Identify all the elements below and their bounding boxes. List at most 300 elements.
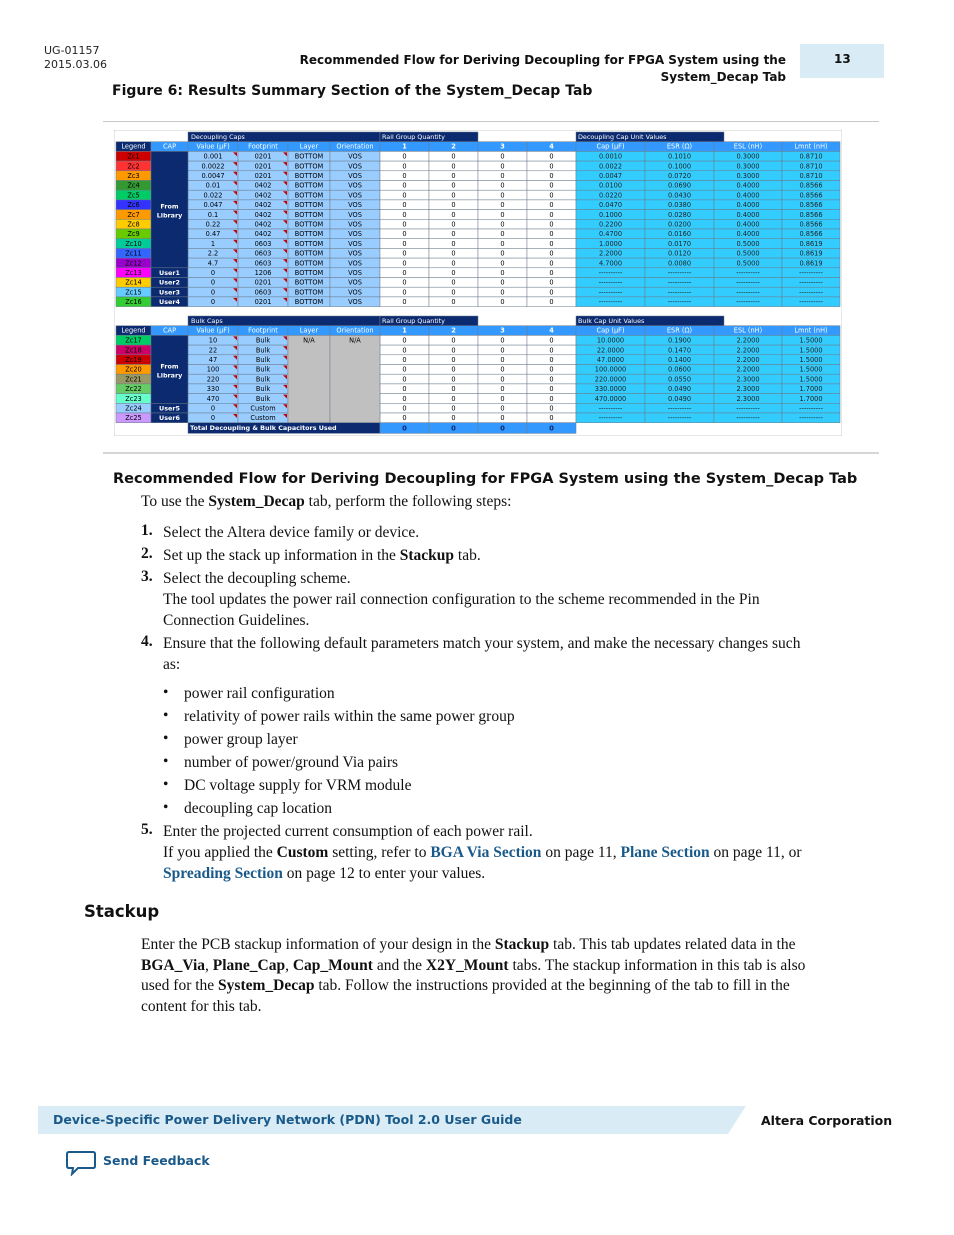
legend-label: Zc23 <box>125 394 142 403</box>
unit-value-text: 0.8566 <box>799 210 823 219</box>
unit-value-text: 0.8566 <box>799 230 823 239</box>
rail-quantity-text: 0 <box>549 259 554 268</box>
unit-value-text: 0.0550 <box>667 375 692 384</box>
rail-quantity-text: 0 <box>500 269 505 277</box>
section-label-text: Bulk Cap Unit Values <box>578 317 645 325</box>
cap-source-text: User6 <box>159 414 180 423</box>
unit-value-text: 0.8566 <box>799 181 823 190</box>
layer-text: BOTTOM <box>294 210 324 219</box>
rail-quantity-text: 0 <box>451 201 456 210</box>
rail-quantity-text: 0 <box>402 191 407 200</box>
footprint-text: 0201 <box>254 162 272 171</box>
rail-quantity-text: 0 <box>402 336 407 345</box>
rail-quantity-text: 0 <box>402 414 407 423</box>
rail-quantity-text: 0 <box>549 288 554 297</box>
footprint-text: 0201 <box>254 298 272 307</box>
legend-label: Zc2 <box>127 162 140 171</box>
bullet-marker: • <box>163 730 169 747</box>
unit-value-text: ---------- <box>736 298 760 307</box>
rail-quantity-text: 0 <box>500 346 505 355</box>
rail-quantity-text: 0 <box>549 210 554 219</box>
column-header-text: 3 <box>500 142 505 151</box>
results-summary-figure <box>114 130 842 436</box>
rail-quantity-text: 0 <box>451 239 456 248</box>
footprint-text: 0603 <box>254 259 272 268</box>
legend-label: Zc7 <box>127 210 140 219</box>
rail-quantity-text: 0 <box>451 404 456 413</box>
footprint-text: Bulk <box>255 394 271 403</box>
layer-text: N/A <box>303 336 315 345</box>
rail-quantity-text: 0 <box>402 201 407 210</box>
value-text: 0 <box>210 414 216 423</box>
column-header-text: 4 <box>549 142 554 151</box>
rail-quantity-text: 0 <box>451 152 456 161</box>
rail-quantity-text: 0 <box>451 249 456 258</box>
layer-text: BOTTOM <box>294 152 324 161</box>
send-feedback-link[interactable]: Send Feedback <box>103 1153 210 1168</box>
rail-quantity-text: 0 <box>500 230 505 239</box>
section-label-text: Decoupling Cap Unit Values <box>578 133 667 141</box>
column-header-text: Legend <box>121 142 146 151</box>
unit-value-text: 0.3000 <box>736 152 760 161</box>
column-header-text: Legend <box>121 326 146 335</box>
unit-value-text: ---------- <box>667 278 692 287</box>
unit-value-text: 0.0430 <box>667 191 692 200</box>
rail-quantity-text: 0 <box>451 259 456 268</box>
rail-quantity-text: 0 <box>402 356 407 364</box>
feedback-icon[interactable] <box>66 1150 96 1176</box>
unit-value-text: 4.7000 <box>598 259 623 268</box>
layer-text: BOTTOM <box>294 181 324 190</box>
rail-quantity-text: 0 <box>451 230 456 239</box>
footprint-text: Bulk <box>255 385 271 394</box>
layer-text: BOTTOM <box>294 249 324 258</box>
unit-value-text: ---------- <box>799 278 823 287</box>
unit-value-text: 0.4000 <box>736 201 760 210</box>
column-header-text: ESR (Ω) <box>666 142 693 151</box>
footprint-text: Custom <box>250 404 276 413</box>
footprint-text: 0201 <box>254 172 272 180</box>
step-5-number: 5. <box>141 821 153 838</box>
plane-section-link[interactable]: Plane Section <box>620 844 710 861</box>
from-library-text: Library <box>156 211 183 220</box>
spreading-section-link[interactable]: Spreading Section <box>163 865 283 882</box>
unit-value-text: 2.3000 <box>736 385 760 394</box>
rail-quantity-text: 0 <box>402 365 407 374</box>
orientation-text: VOS <box>348 239 362 248</box>
rail-quantity-text: 0 <box>549 394 554 403</box>
rail-quantity-text: 0 <box>451 220 456 229</box>
orientation-text: VOS <box>348 278 362 287</box>
legend-label: Zc25 <box>125 414 142 423</box>
value-text: 0.0022 <box>201 162 225 171</box>
unit-value-text: 1.5000 <box>799 375 823 384</box>
bullet-marker: • <box>163 753 169 770</box>
rail-quantity-text: 0 <box>549 385 554 394</box>
footprint-text: 0402 <box>254 201 272 210</box>
cap-source-text: User1 <box>159 269 180 277</box>
legend-label: Zc16 <box>125 298 142 307</box>
rail-quantity-text: 0 <box>549 230 554 239</box>
step-2-number: 2. <box>141 545 153 562</box>
unit-value-text: 0.0200 <box>667 220 692 229</box>
unit-value-text: 0.0120 <box>667 249 692 258</box>
rail-quantity-text: 0 <box>500 191 505 200</box>
unit-value-text: ---------- <box>736 288 760 297</box>
rail-quantity-text: 0 <box>402 288 407 297</box>
from-library-text: Library <box>156 371 183 380</box>
rail-quantity-text: 0 <box>549 239 554 248</box>
column-header-text: 4 <box>549 326 554 335</box>
rail-quantity-text: 0 <box>402 269 407 277</box>
unit-value-text: ---------- <box>736 278 760 287</box>
unit-value-text: ---------- <box>799 288 823 297</box>
rail-quantity-text: 0 <box>402 259 407 268</box>
unit-value-text: 1.7000 <box>799 385 823 394</box>
unit-value-text: 2.3000 <box>736 394 760 403</box>
unit-value-text: ---------- <box>736 269 760 277</box>
footprint-text: 0402 <box>254 210 272 219</box>
unit-value-text: 2.3000 <box>736 375 760 384</box>
column-header-text: Value (µF) <box>196 142 230 151</box>
unit-value-text: 0.8619 <box>799 259 823 268</box>
column-header-text: CAP <box>162 142 177 151</box>
list-item: relativity of power rails within the same power group <box>184 708 515 725</box>
orientation-merged-cell <box>330 335 380 422</box>
step-3-text: Select the decoupling scheme. <box>163 570 351 587</box>
legend-label: Zc8 <box>127 220 140 229</box>
unit-value-text: 0.8710 <box>799 172 823 180</box>
unit-value-text: 0.1000 <box>667 162 692 171</box>
legend-label: Zc9 <box>127 230 140 239</box>
unit-value-text: 1.0000 <box>598 239 623 248</box>
value-text: 0.0047 <box>201 172 225 180</box>
rail-quantity-text: 0 <box>500 375 505 384</box>
rail-quantity-text: 0 <box>549 201 554 210</box>
footprint-text: Bulk <box>255 356 271 364</box>
layer-text: BOTTOM <box>294 220 324 229</box>
orientation-text: N/A <box>349 336 361 345</box>
rail-quantity-text: 0 <box>451 298 456 307</box>
value-text: 100 <box>206 365 220 374</box>
rail-quantity-text: 0 <box>500 394 505 403</box>
legend-label: Zc14 <box>125 278 142 287</box>
rail-quantity-text: 0 <box>402 298 407 307</box>
unit-value-text: 0.5000 <box>736 239 760 248</box>
footprint-text: Bulk <box>255 346 271 355</box>
column-header-text: ESR (Ω) <box>666 326 693 335</box>
rail-quantity-text: 0 <box>549 336 554 345</box>
value-text: 0.1 <box>207 210 219 219</box>
step-4-number: 4. <box>141 633 153 650</box>
legend-label: Zc15 <box>125 288 142 297</box>
orientation-text: VOS <box>348 172 362 180</box>
rail-quantity-text: 0 <box>402 239 407 248</box>
layer-text: BOTTOM <box>294 259 324 268</box>
unit-value-text: ---------- <box>598 278 623 287</box>
rail-quantity-text: 0 <box>549 346 554 355</box>
totals-label-text: Total Decoupling & Bulk Capacitors Used <box>190 424 337 433</box>
rail-quantity-text: 0 <box>549 181 554 190</box>
legend-label: Zc20 <box>125 365 142 374</box>
value-text: 0 <box>210 269 216 277</box>
unit-value-text: 0.8619 <box>799 249 823 258</box>
value-text: 0.001 <box>203 152 223 161</box>
rail-quantity-text: 0 <box>549 162 554 171</box>
section-label-text: Rail Group Quantity <box>382 317 445 325</box>
running-header-line2: System_Decap Tab <box>660 70 786 84</box>
legend-label: Zc1 <box>127 152 140 161</box>
unit-value-text: ---------- <box>736 404 760 413</box>
column-header-text: Lmnt (nH) <box>794 326 828 335</box>
value-text: 0.047 <box>203 201 223 210</box>
footprint-text: 0402 <box>254 230 272 239</box>
rail-quantity-text: 0 <box>549 249 554 258</box>
column-header-text: ESL (nH) <box>733 326 763 335</box>
rail-quantity-text: 0 <box>500 385 505 394</box>
bullet-marker: • <box>163 799 169 816</box>
footprint-text: 0201 <box>254 278 272 287</box>
cap-source-text: User5 <box>159 404 180 413</box>
unit-value-text: 0.0022 <box>598 162 623 171</box>
from-library-text: From <box>160 362 179 371</box>
total-text: 0 <box>402 424 407 433</box>
orientation-text: VOS <box>348 249 362 258</box>
legend-label: Zc4 <box>127 181 140 190</box>
legend-label: Zc17 <box>125 336 142 345</box>
page-number: 13 <box>800 44 884 78</box>
rail-quantity-text: 0 <box>402 152 407 161</box>
column-header-text: 1 <box>402 142 407 151</box>
unit-value-text: ---------- <box>598 269 623 277</box>
footer-company: Altera Corporation <box>761 1113 893 1128</box>
step-3-note-line1: The tool updates the power rail connection configuration to the scheme recommended in the Pin <box>163 591 760 608</box>
orientation-text: VOS <box>348 230 362 239</box>
unit-value-text: 0.4700 <box>598 230 623 239</box>
divider-top <box>103 121 879 122</box>
value-text: 2.2 <box>207 249 219 258</box>
rail-quantity-text: 0 <box>549 269 554 277</box>
layer-text: BOTTOM <box>294 278 324 287</box>
layer-text: BOTTOM <box>294 191 324 200</box>
rail-quantity-text: 0 <box>451 356 456 364</box>
rail-quantity-text: 0 <box>451 181 456 190</box>
orientation-text: VOS <box>348 288 362 297</box>
unit-value-text: 0.4000 <box>736 230 760 239</box>
doc-date: 2015.03.06 <box>44 58 107 71</box>
rail-quantity-text: 0 <box>402 220 407 229</box>
rail-quantity-text: 0 <box>549 356 554 364</box>
rail-quantity-text: 0 <box>549 404 554 413</box>
rail-quantity-text: 0 <box>500 172 505 180</box>
rail-quantity-text: 0 <box>451 365 456 374</box>
rail-quantity-text: 0 <box>549 298 554 307</box>
rail-quantity-text: 0 <box>549 152 554 161</box>
bga-via-section-link[interactable]: BGA Via Section <box>430 844 542 861</box>
rail-quantity-text: 0 <box>451 414 456 423</box>
rail-quantity-text: 0 <box>500 162 505 171</box>
column-header-text: 3 <box>500 326 505 335</box>
value-text: 0 <box>210 404 216 413</box>
total-text: 0 <box>500 424 505 433</box>
rail-quantity-text: 0 <box>402 385 407 394</box>
rail-quantity-text: 0 <box>549 172 554 180</box>
legend-label: Zc18 <box>125 346 142 355</box>
section-heading: Recommended Flow for Deriving Decoupling for FPGA System using the System_Decap Tab <box>113 471 858 487</box>
orientation-text: VOS <box>348 259 362 268</box>
cap-source-text: User3 <box>159 288 180 297</box>
unit-value-text: 1.5000 <box>799 336 823 345</box>
list-item: decoupling cap location <box>184 800 333 817</box>
value-text: 0.01 <box>205 181 221 190</box>
unit-value-text: 0.4000 <box>736 181 760 190</box>
total-text: 0 <box>451 424 456 433</box>
unit-value-text: 47.0000 <box>596 356 625 364</box>
unit-value-text: 2.2000 <box>736 356 760 364</box>
step-4-line1: Ensure that the following default parameters match your system, and make the necessary changes such <box>163 635 801 652</box>
value-text: 0.022 <box>203 191 223 200</box>
footprint-text: 0603 <box>254 288 272 297</box>
rail-quantity-text: 0 <box>451 269 456 277</box>
unit-value-text: 1.5000 <box>799 356 823 364</box>
list-item: DC voltage supply for VRM module <box>184 777 412 794</box>
rail-quantity-text: 0 <box>402 404 407 413</box>
unit-value-text: 2.2000 <box>736 336 760 345</box>
document-id <box>44 44 107 72</box>
unit-value-text: 0.3000 <box>736 172 760 180</box>
column-header-text: 1 <box>402 326 407 335</box>
unit-value-text: 0.0010 <box>598 152 623 161</box>
column-header-text: 2 <box>451 142 456 151</box>
stackup-paragraph-line4: content for this tab. <box>141 998 262 1015</box>
running-header-title <box>300 52 786 86</box>
unit-value-text: 2.2000 <box>736 365 760 374</box>
column-header-text: Orientation <box>336 142 374 151</box>
rail-quantity-text: 0 <box>500 356 505 364</box>
layer-text: BOTTOM <box>294 288 324 297</box>
unit-value-text: 0.0280 <box>667 210 692 219</box>
unit-value-text: 0.3000 <box>736 162 760 171</box>
value-text: 0.47 <box>205 230 221 239</box>
unit-value-text: ---------- <box>598 414 623 423</box>
doc-id: UG-01157 <box>44 44 100 57</box>
unit-value-text: ---------- <box>667 414 692 423</box>
footprint-text: 0402 <box>254 181 272 190</box>
running-header-line1: Recommended Flow for Deriving Decoupling for FPGA System using the <box>299 53 786 67</box>
unit-value-text: 220.0000 <box>594 375 627 384</box>
total-text: 0 <box>549 424 554 433</box>
stackup-paragraph-line3: used for the System_Decap tab. Follow the instructions provided at the beginning of the tab to fill in the <box>141 977 790 994</box>
list-item: power group layer <box>184 731 298 748</box>
footprint-text: 0603 <box>254 249 272 258</box>
unit-value-text: 0.8566 <box>799 191 823 200</box>
footer-document-title: Device-Specific Power Delivery Network (PDN) Tool 2.0 User Guide <box>53 1112 522 1127</box>
column-header-text: Cap (µF) <box>596 142 625 151</box>
step-1-text: Select the Altera device family or device. <box>163 524 420 541</box>
unit-value-text: 0.2200 <box>598 220 623 229</box>
legend-label: Zc5 <box>127 191 140 200</box>
unit-value-text: 0.0047 <box>598 172 623 180</box>
section-label-text: Rail Group Quantity <box>382 133 445 141</box>
footprint-text: 1206 <box>254 269 272 277</box>
rail-quantity-text: 0 <box>451 162 456 171</box>
rail-quantity-text: 0 <box>402 278 407 287</box>
rail-quantity-text: 0 <box>451 288 456 297</box>
legend-label: Zc11 <box>125 249 142 258</box>
rail-quantity-text: 0 <box>500 220 505 229</box>
rail-quantity-text: 0 <box>500 201 505 210</box>
unit-value-text: ---------- <box>799 404 823 413</box>
unit-value-text: ---------- <box>598 288 623 297</box>
rail-quantity-text: 0 <box>451 278 456 287</box>
column-header-text: Cap (µF) <box>596 326 625 335</box>
orientation-text: VOS <box>348 201 362 210</box>
value-text: 1 <box>210 239 216 248</box>
orientation-text: VOS <box>348 191 362 200</box>
unit-value-text: ---------- <box>667 404 692 413</box>
orientation-text: VOS <box>348 298 362 307</box>
unit-value-text: 0.1900 <box>667 336 692 345</box>
rail-quantity-text: 0 <box>402 394 407 403</box>
layer-text: BOTTOM <box>294 172 324 180</box>
intro-paragraph: To use the System_Decap tab, perform the following steps: <box>141 493 512 510</box>
unit-value-text: ---------- <box>667 269 692 277</box>
rail-quantity-text: 0 <box>500 365 505 374</box>
unit-value-text: 0.8566 <box>799 201 823 210</box>
list-item: number of power/ground Via pairs <box>184 754 399 771</box>
rail-quantity-text: 0 <box>549 220 554 229</box>
rail-quantity-text: 0 <box>451 394 456 403</box>
unit-value-text: 10.0000 <box>596 336 625 345</box>
value-text: 4.7 <box>207 259 219 268</box>
step-5-text: Enter the projected current consumption of each power rail. <box>163 823 533 840</box>
section-label-text: Bulk Caps <box>191 317 223 325</box>
unit-value-text: 330.0000 <box>594 385 627 394</box>
value-text: 0.22 <box>205 220 221 229</box>
unit-value-text: 0.8710 <box>799 162 823 171</box>
rail-quantity-text: 0 <box>402 230 407 239</box>
rail-quantity-text: 0 <box>549 191 554 200</box>
layer-text: BOTTOM <box>294 298 324 307</box>
value-text: 330 <box>206 385 220 394</box>
step-4-line2: as: <box>163 656 181 673</box>
legend-label: Zc12 <box>125 259 142 268</box>
footprint-text: 0603 <box>254 239 272 248</box>
unit-value-text: 0.1000 <box>598 210 623 219</box>
rail-quantity-text: 0 <box>500 249 505 258</box>
orientation-text: VOS <box>348 181 362 190</box>
rail-quantity-text: 0 <box>451 336 456 345</box>
rail-quantity-text: 0 <box>402 375 407 384</box>
value-text: 47 <box>208 356 218 364</box>
unit-value-text: ---------- <box>799 298 823 307</box>
orientation-text: VOS <box>348 210 362 219</box>
divider-bottom <box>103 452 879 454</box>
column-header-text: Layer <box>299 326 319 335</box>
section-label-text: Decoupling Caps <box>191 133 245 141</box>
unit-value-text: ---------- <box>598 298 623 307</box>
footprint-text: 0201 <box>254 152 272 161</box>
bullet-marker: • <box>163 707 169 724</box>
step-5-note-line1: If you applied the Custom setting, refer to BGA Via Section on page 11, Plane Section on page 11, or <box>163 844 802 861</box>
layer-text: BOTTOM <box>294 269 324 277</box>
legend-label: Zc13 <box>125 269 142 277</box>
value-text: 0 <box>210 288 216 297</box>
unit-value-text: 2.2000 <box>736 346 760 355</box>
layer-text: BOTTOM <box>294 201 324 210</box>
legend-label: Zc24 <box>125 404 142 413</box>
unit-value-text: 1.5000 <box>799 365 823 374</box>
